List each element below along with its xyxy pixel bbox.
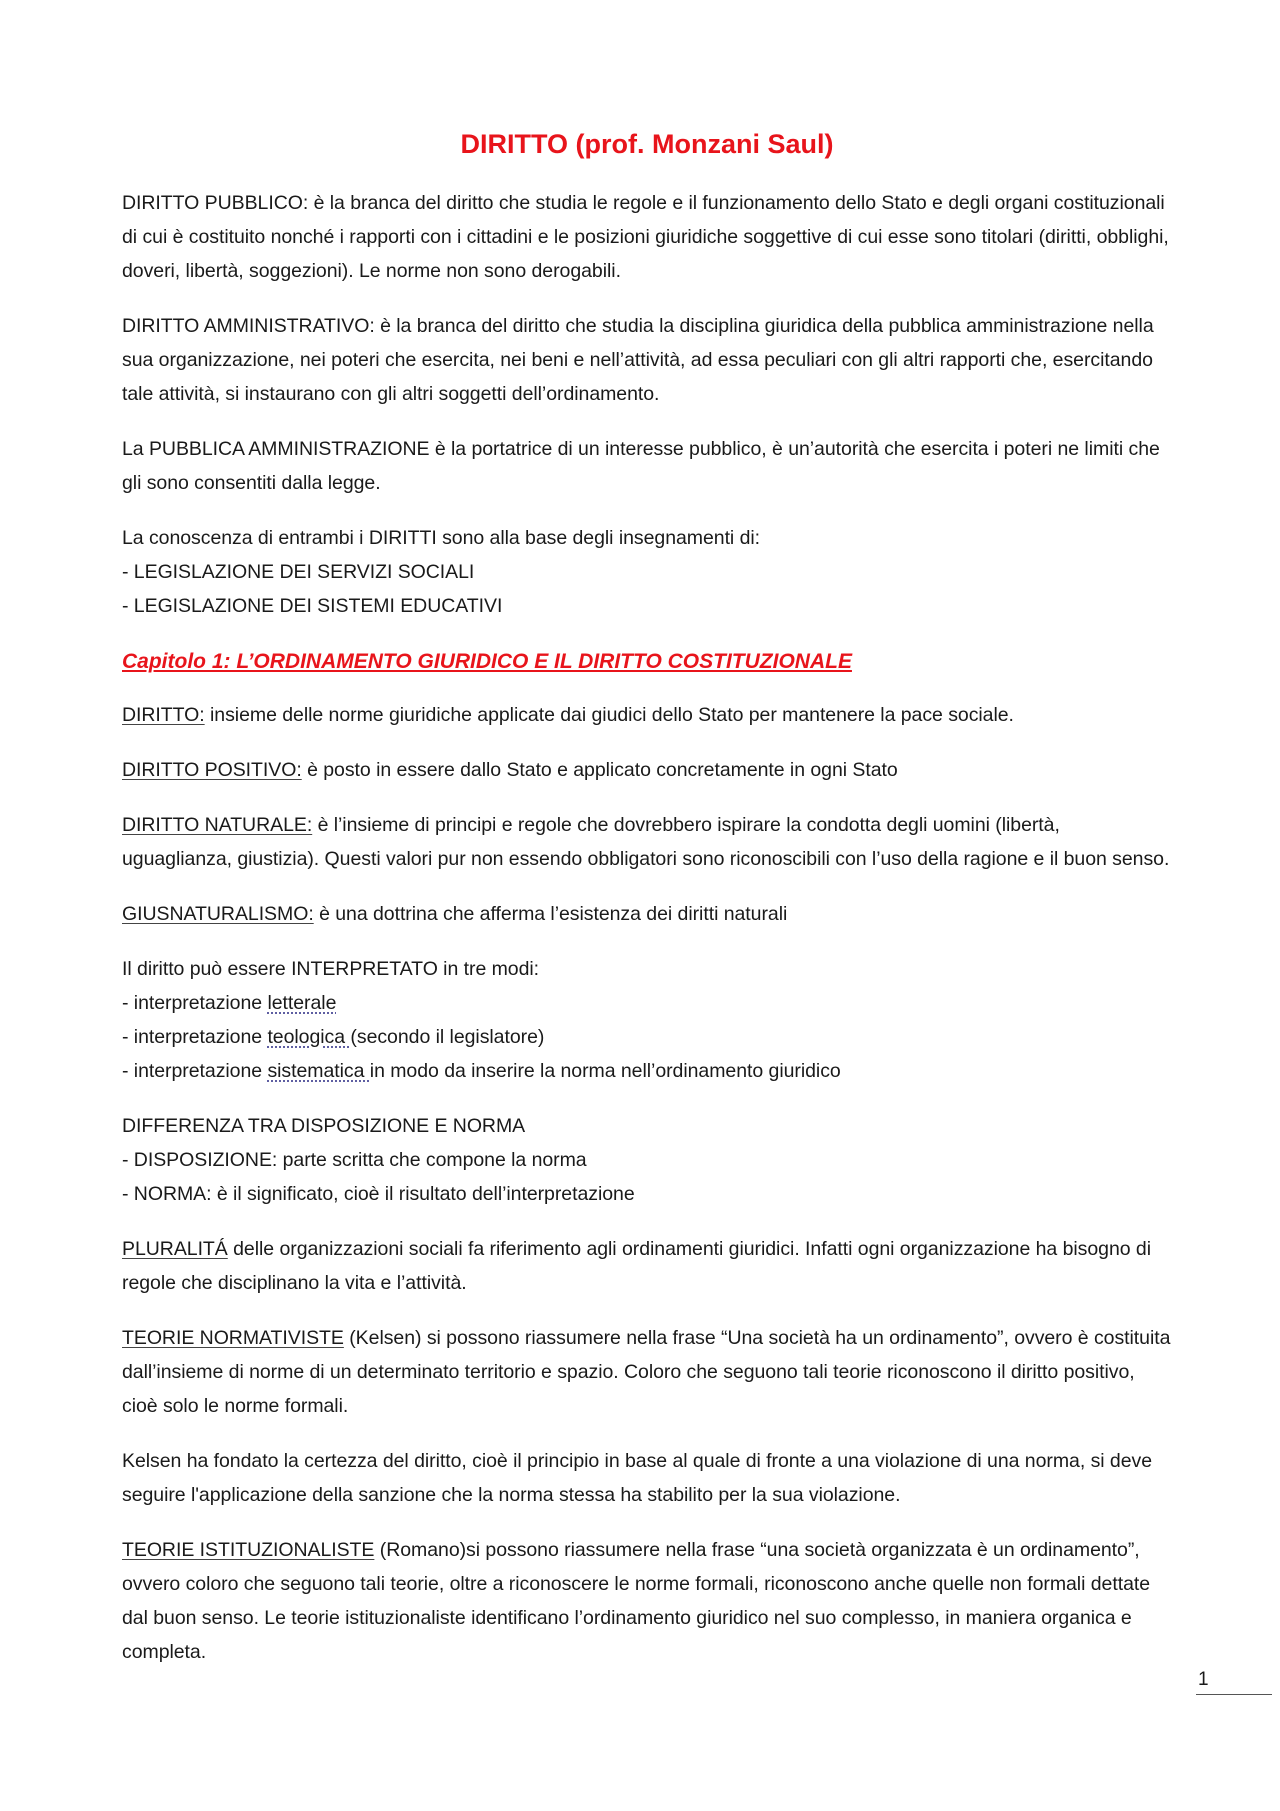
interpretazione-intro: Il diritto può essere INTERPRETATO in tre modi:: [122, 958, 540, 980]
spellcheck-word: teologica: [267, 1026, 351, 1048]
insegnamenti-intro: La conoscenza di entrambi i DIRITTI sono alla base degli insegnamenti di:: [122, 527, 761, 549]
paragraph-pluralita: [122, 1232, 1172, 1300]
item-suffix: (secondo il legislatore): [350, 1026, 545, 1048]
paragraph-text: (Kelsen) si possono riassumere nella frase “Una società ha un ordinamento”, ovvero è costituita dall’insieme di norme di un determinato territorio e spazio. Coloro che seguono tali teorie riconoscono il diritto positivo, cioè solo le norme formali.: [122, 1327, 1171, 1417]
list-item: [122, 1054, 1172, 1088]
paragraph-text: delle organizzazioni sociali fa riferimento agli ordinamenti giuridici. Infatti ogni organizzazione ha bisogno di regole che disciplinano la vita e l’attività.: [122, 1238, 1152, 1294]
definition-text: è posto in essere dallo Stato e applicato concretamente in ogni Stato: [301, 759, 898, 781]
definition-diritto-naturale: [122, 808, 1172, 876]
differenza-block: [122, 1109, 1172, 1211]
differenza-heading: DIFFERENZA TRA DISPOSIZIONE E NORMA: [122, 1115, 526, 1137]
paragraph-text: (Romano)si possono riassumere nella frase “una società organizzata è un ordinamento”, ovvero coloro che seguono tali teorie, oltre a riconoscere le norme formali, riconoscono anche quelle non formali dettate dal buon senso. Le teorie istituzionaliste identificano l’ordinamento giuridico nel suo complesso, in maniera organica e completa.: [122, 1539, 1151, 1663]
definition-diritto: [122, 698, 1172, 732]
item-prefix: - interpretazione: [122, 1060, 268, 1082]
spellcheck-word: letterale: [267, 992, 337, 1014]
definition-text: insieme delle norme giuridiche applicate dai giudici dello Stato per mantenere la pace sociale.: [204, 704, 1014, 726]
list-item: [122, 986, 1172, 1020]
term-label: DIRITTO:: [122, 704, 205, 726]
chapter-heading: Capitolo 1: L’ORDINAMENTO GIURIDICO E IL DIRITTO COSTITUZIONALE: [122, 650, 852, 673]
paragraph-teorie-istituzionaliste: [122, 1533, 1172, 1669]
term-label: DIRITTO POSITIVO:: [122, 759, 302, 781]
list-item: - LEGISLAZIONE DEI SERVIZI SOCIALI: [122, 561, 475, 583]
term-label: DIRITTO NATURALE:: [122, 814, 313, 836]
list-item: - NORMA: è il significato, cioè il risultato dell’interpretazione: [122, 1183, 635, 1205]
interpretazione-block: [122, 952, 1172, 1088]
list-item: [122, 1020, 1172, 1054]
page-number: 1: [1196, 1666, 1272, 1695]
item-prefix: - interpretazione: [122, 1026, 268, 1048]
document-title: DIRITTO (prof. Monzani Saul): [460, 129, 834, 159]
item-prefix: - interpretazione: [122, 992, 268, 1014]
term-label: TEORIE NORMATIVISTE: [122, 1327, 344, 1349]
paragraph-kelsen: Kelsen ha fondato la certezza del diritto, cioè il principio in base al quale di fronte a una violazione di una norma, si deve seguire l'applicazione della sanzione che la norma stessa ha stabilito per la sua violazione.: [122, 1450, 1153, 1506]
term-label: GIUSNATURALISMO:: [122, 903, 314, 925]
term-label: PLURALITÁ: [122, 1238, 228, 1260]
list-item: - DISPOSIZIONE: parte scritta che compone la norma: [122, 1149, 587, 1171]
definition-text: è una dottrina che afferma l’esistenza dei diritti naturali: [313, 903, 788, 925]
paragraph-teorie-normativiste: [122, 1321, 1172, 1423]
item-suffix: in modo da inserire la norma nell’ordinamento giuridico: [369, 1060, 841, 1082]
insegnamenti-block: [122, 521, 1172, 623]
paragraph-pubblica-amministrazione: La PUBBLICA AMMINISTRAZIONE è la portatrice di un interesse pubblico, è un’autorità che esercita i poteri ne limiti che gli sono consentiti dalla legge.: [122, 438, 1160, 494]
page-content: [122, 122, 1172, 1690]
definition-diritto-positivo: [122, 753, 1172, 787]
paragraph-diritto-pubblico: DIRITTO PUBBLICO: è la branca del diritto che studia le regole e il funzionamento dello Stato e degli organi costituzionali di cui è costituito nonché i rapporti con i cittadini e le posizioni giuridiche soggettive di cui esse sono titolari (diritti, obblighi, doveri, libertà, soggezioni). Le norme non sono derogabili.: [122, 192, 1169, 282]
term-label: TEORIE ISTITUZIONALISTE: [122, 1539, 375, 1561]
paragraph-diritto-amministrativo: DIRITTO AMMINISTRATIVO: è la branca del diritto che studia la disciplina giuridica della pubblica amministrazione nella sua organizzazione, nei poteri che esercita, nei beni e nell’attività, ad essa peculiari con gli altri rapporti che, esercitando tale attività, si instaurano con gli altri soggetti dell’ordinamento.: [122, 315, 1154, 405]
spellcheck-word: sistematica: [267, 1060, 370, 1082]
definition-giusnaturalismo: [122, 897, 1172, 931]
definition-text: è l’insieme di principi e regole che dovrebbero ispirare la condotta degli uomini (libertà, uguaglianza, giustizia). Questi valori pur non essendo obbligatori sono riconoscibili con l’uso della ragione e il buon senso.: [122, 814, 1170, 870]
list-item: - LEGISLAZIONE DEI SISTEMI EDUCATIVI: [122, 595, 503, 617]
